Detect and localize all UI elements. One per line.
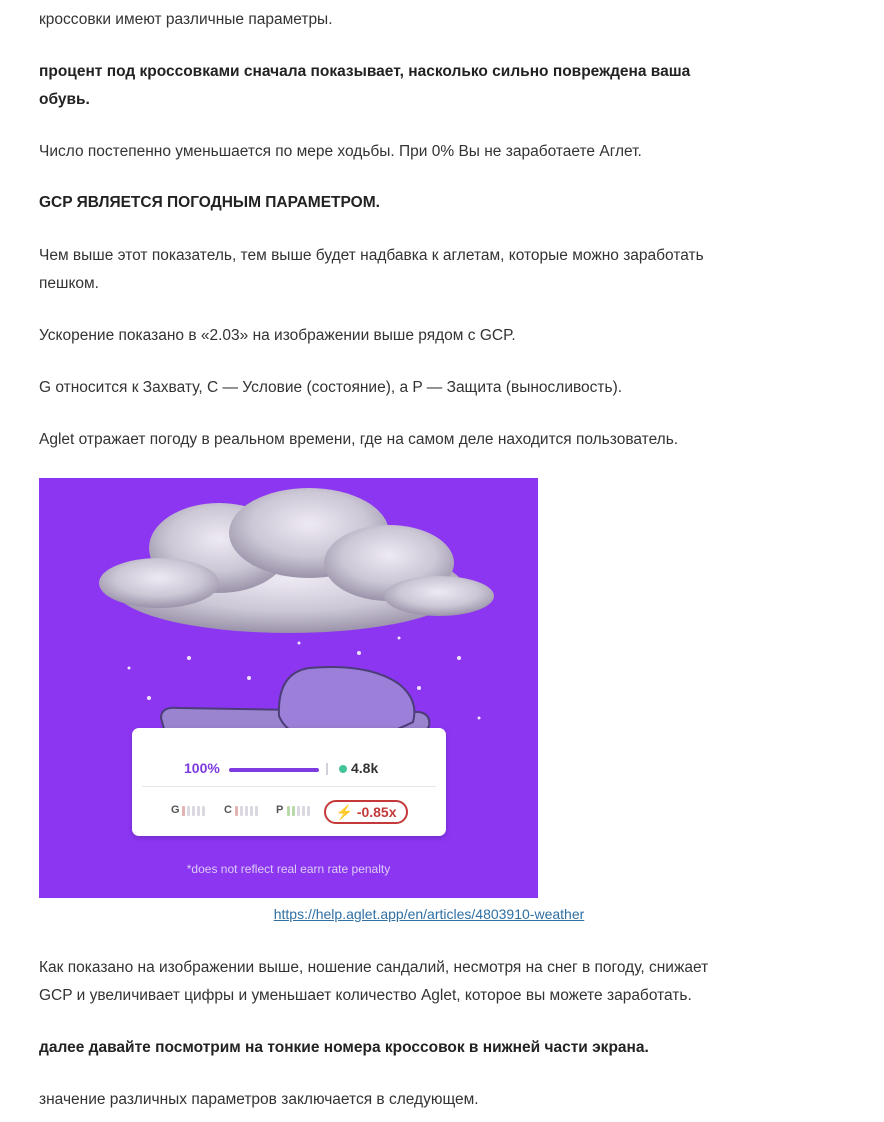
durability-percent: 100%	[184, 760, 220, 776]
paragraph: пешком.	[39, 275, 99, 292]
card-divider	[142, 786, 436, 787]
paragraph: Aglet отражает погоду в реальном времени, где на самом деле находится пользователь.	[39, 431, 679, 448]
paragraph: Как показано на изображении выше, ношение сандалий, несмотря на снег в погоду, снижает	[39, 959, 709, 976]
weather-illustration	[39, 478, 538, 898]
paragraph: значение различных параметров заключается в следующем.	[39, 1091, 479, 1108]
paragraph: GCP и увеличивает цифры и уменьшает количество Aglet, которое вы можете заработать.	[39, 987, 692, 1004]
sneaker-stats-card	[132, 728, 446, 836]
bold-paragraph: обувь.	[39, 91, 90, 108]
source-link[interactable]: https://help.aglet.app/en/articles/4803910-weather	[273, 906, 585, 922]
paragraph: кроссовки имеют различные параметры.	[39, 11, 333, 28]
cloud-icon	[99, 488, 494, 633]
paragraph: Ускорение показано в «2.03» на изображении выше рядом с GCP.	[39, 327, 516, 344]
bold-paragraph: далее давайте посмотрим на тонкие номера кроссовок в нижней части экрана.	[39, 1039, 649, 1056]
earn-value: 4.8k	[351, 760, 379, 776]
stat-p-label: P	[276, 804, 284, 816]
lightning-icon: ⚡	[335, 804, 357, 820]
penalty-value: -0.85x	[356, 804, 397, 820]
durability-bar	[229, 768, 319, 772]
bold-paragraph: процент под кроссовками сначала показывает, насколько сильно повреждена ваша	[39, 63, 691, 80]
figure-footnote: *does not reflect real earn rate penalty	[186, 862, 391, 876]
section-heading: GCP ЯВЛЯЕТСЯ ПОГОДНЫМ ПАРАМЕТРОМ.	[39, 194, 380, 211]
stat-g-label: G	[171, 804, 180, 816]
durability-bar-end	[326, 763, 328, 775]
paragraph: Чем выше этот показатель, тем выше будет надбавка к аглетам, которые можно заработать	[39, 247, 704, 264]
penalty-badge	[324, 800, 408, 824]
stat-c-label: C	[224, 804, 232, 816]
paragraph: G относится к Захвату, C — Условие (состояние), а P — Защита (выносливость).	[39, 379, 623, 396]
paragraph: Число постепенно уменьшается по мере ходьбы. При 0% Вы не заработаете Аглет.	[39, 143, 642, 160]
earn-dot-icon	[339, 765, 347, 773]
